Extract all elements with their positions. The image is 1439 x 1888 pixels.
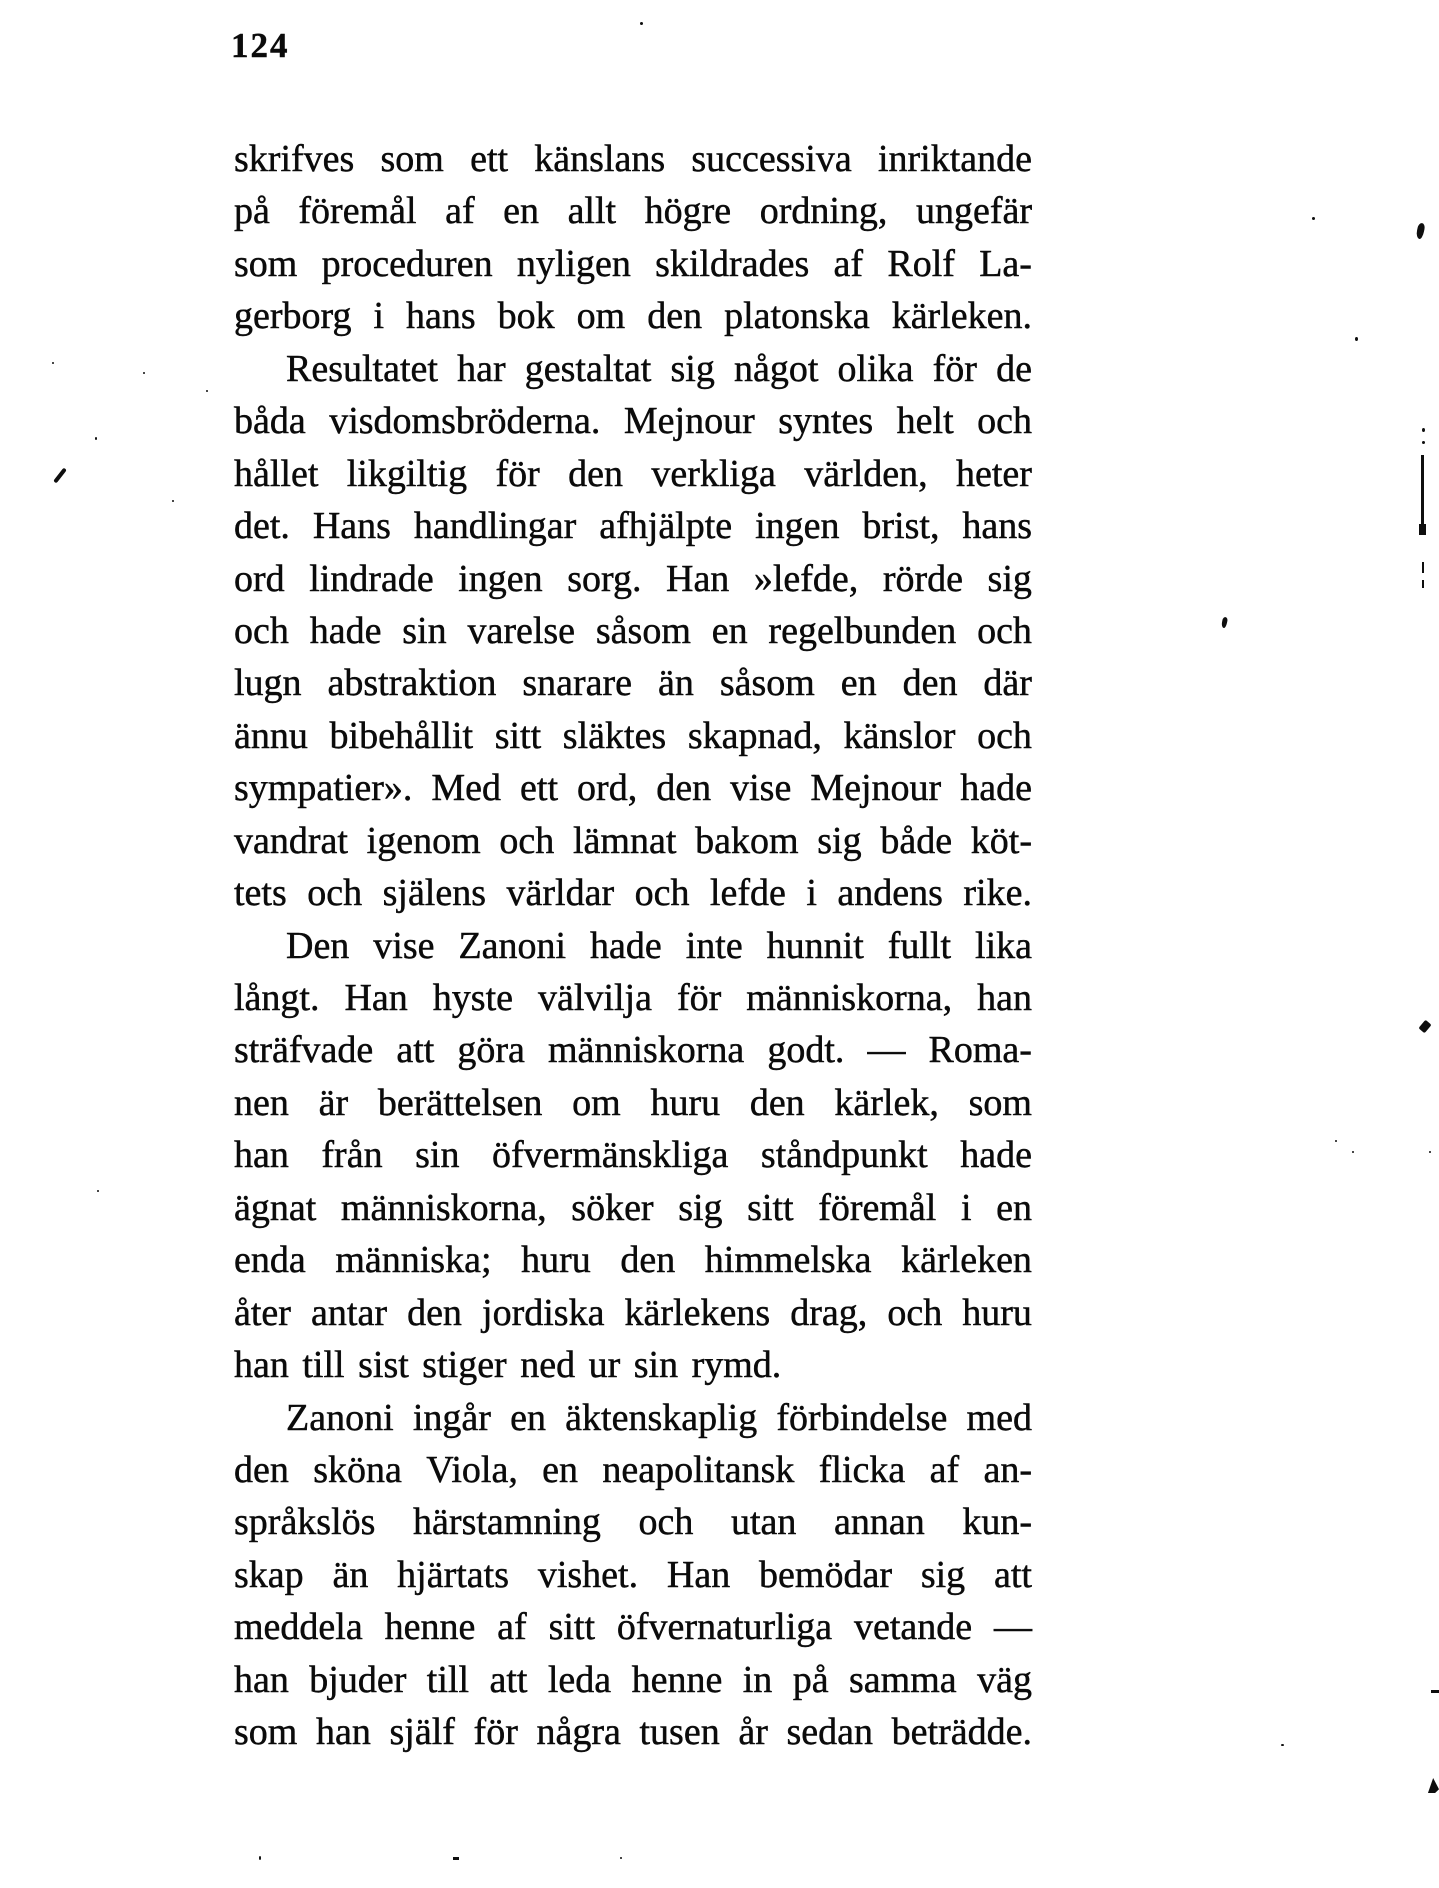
word: söker: [571, 1186, 654, 1229]
scan-speck: [172, 500, 174, 502]
word: världen,: [804, 452, 928, 495]
word: platonska: [724, 295, 870, 338]
page-number: 124: [231, 26, 290, 65]
word: huru: [521, 1239, 591, 1282]
word: henne: [631, 1658, 723, 1701]
word: göra: [457, 1029, 525, 1072]
text-line: [234, 290, 1032, 342]
word: sympatier».: [234, 767, 413, 810]
word: ord,: [577, 767, 638, 810]
word: Hans: [312, 505, 391, 548]
word: en: [510, 1396, 546, 1439]
text-line: [234, 1024, 1032, 1076]
word: kun-: [962, 1501, 1032, 1544]
word: skildrades: [655, 242, 810, 285]
word: föremål: [298, 190, 417, 233]
word: välvilja: [538, 977, 652, 1019]
word: känslor: [843, 714, 956, 757]
word: kärleken: [901, 1239, 1032, 1282]
word: hans: [962, 505, 1032, 548]
text-line: [234, 972, 1032, 1024]
word: härstamning: [413, 1501, 601, 1544]
text-block: [234, 133, 1032, 1759]
word: högre: [644, 190, 732, 233]
word: lämnat: [572, 819, 677, 862]
word: berättelsen: [377, 1081, 543, 1124]
scan-line-artifact: [1422, 562, 1424, 573]
word: i: [960, 1186, 972, 1229]
word: bakom: [695, 819, 799, 862]
word: släktes: [562, 714, 667, 757]
word: hyste: [432, 977, 514, 1019]
word: båda: [234, 400, 306, 443]
scan-speck: [1352, 1151, 1354, 1153]
word: än: [332, 1553, 369, 1596]
scan-speck: [453, 1857, 459, 1860]
word: ståndpunkt: [760, 1134, 928, 1177]
word: de: [996, 347, 1032, 390]
word: själf: [389, 1711, 455, 1754]
word: öfvernaturliga: [616, 1606, 833, 1649]
word: abstraktion: [327, 662, 497, 705]
word: människorna,: [746, 977, 953, 1019]
text-line: [234, 657, 1032, 709]
word: ordning,: [759, 190, 888, 233]
scan-speck: [620, 1857, 622, 1859]
word: för: [676, 977, 722, 1019]
scan-speck: [1312, 217, 1315, 220]
scan-speck: [1429, 1151, 1431, 1153]
word: meddela: [234, 1606, 363, 1649]
word: ingen: [755, 505, 840, 548]
word: sköna: [313, 1448, 402, 1491]
text-line: [234, 1234, 1032, 1286]
word: sitt: [747, 1186, 794, 1229]
word: hans: [406, 295, 476, 338]
word: Zanoni: [286, 1396, 394, 1439]
word: vishet.: [537, 1553, 639, 1596]
text-line: [234, 1444, 1032, 1496]
scan-line-artifact: [1422, 580, 1424, 588]
word: som: [234, 1711, 298, 1754]
word: Han: [344, 977, 408, 1019]
word: sitt: [548, 1606, 596, 1649]
word: språkslös: [234, 1501, 376, 1544]
word: andens: [837, 872, 943, 915]
word: det.: [234, 505, 290, 548]
word: Han: [666, 1553, 731, 1596]
scan-speck: [1426, 1778, 1439, 1793]
word: ägnat: [234, 1186, 317, 1229]
word: ett: [520, 767, 559, 810]
word: samma: [849, 1658, 957, 1701]
word: och: [977, 609, 1032, 652]
word: och: [499, 819, 555, 862]
word: med: [966, 1396, 1032, 1439]
word: af: [833, 242, 864, 285]
text-line: [234, 1496, 1032, 1548]
word: och: [977, 714, 1032, 757]
word: den: [234, 1448, 289, 1491]
text-line: [234, 920, 1032, 972]
word: öfvermänskliga: [492, 1134, 729, 1177]
scan-speck: [1335, 1140, 1337, 1142]
word: köt-: [970, 819, 1032, 862]
word: vetande: [853, 1606, 973, 1649]
text-line: [234, 1392, 1032, 1444]
word: verkliga: [651, 452, 776, 495]
word: igenom: [366, 819, 481, 862]
word: himmelska: [704, 1239, 872, 1282]
word: en: [503, 190, 540, 233]
word: an-: [983, 1448, 1032, 1491]
word: Roma-: [928, 1029, 1032, 1072]
word: gestaltat: [524, 347, 652, 390]
word: utan: [730, 1501, 797, 1544]
word: för: [495, 452, 540, 495]
word: »lefde,: [753, 557, 859, 600]
text-line: [234, 238, 1032, 290]
word: och: [977, 400, 1032, 443]
word: år: [738, 1711, 768, 1754]
word: han: [234, 1134, 289, 1177]
word: tusen: [639, 1711, 720, 1754]
word: likgiltig: [346, 452, 468, 495]
word: af: [445, 190, 475, 233]
word: successiva: [691, 138, 852, 180]
word: Mejnour: [623, 400, 755, 443]
word: brist,: [862, 505, 940, 548]
word: att: [489, 1658, 528, 1701]
word: sträfvade: [234, 1029, 374, 1072]
word: själens: [382, 872, 487, 915]
word: att: [396, 1029, 435, 1072]
word: där: [983, 662, 1032, 705]
word: sig: [670, 347, 715, 390]
word: hunnit: [766, 924, 864, 967]
scan-speck: [1418, 1020, 1431, 1034]
word: han: [315, 1711, 371, 1754]
word: vise: [373, 924, 435, 967]
word: nen: [234, 1081, 289, 1124]
word: hade: [960, 767, 1032, 810]
word: Med: [431, 767, 502, 810]
word: sedan: [786, 1711, 874, 1754]
text-line: [234, 867, 1032, 919]
word: kärleken.: [891, 295, 1032, 338]
word: äktenskaplig: [565, 1396, 758, 1439]
scan-speck: [640, 22, 643, 25]
word: ingår: [412, 1396, 491, 1439]
word: lefde: [709, 872, 786, 915]
word: en: [996, 1186, 1032, 1229]
word: bemödar: [759, 1553, 892, 1596]
word: den: [647, 295, 703, 338]
word: inte: [685, 924, 743, 967]
word: har: [457, 347, 506, 390]
word: såsom: [595, 609, 691, 652]
word: rörde: [882, 557, 964, 600]
scan-speck: [1422, 441, 1425, 444]
word: sin: [415, 1134, 460, 1177]
scan-line-artifact: [1421, 455, 1424, 533]
text-line: [234, 1601, 1032, 1653]
word: flicka: [818, 1448, 906, 1491]
word: för: [932, 347, 977, 390]
word: bibehållit: [329, 714, 474, 757]
text-line: [234, 1077, 1032, 1129]
word: än: [657, 662, 694, 705]
word: han: [977, 977, 1032, 1019]
word: känslans: [534, 138, 666, 180]
word: varelse: [467, 609, 576, 652]
word: skap: [234, 1553, 304, 1596]
word: jordiska: [482, 1291, 605, 1334]
word: den: [568, 452, 623, 495]
word: lika: [975, 924, 1032, 967]
word: allt: [567, 190, 617, 233]
word: och: [307, 872, 363, 915]
word: ett: [470, 138, 509, 180]
word: kärlek,: [834, 1081, 939, 1124]
text-line: [234, 185, 1032, 237]
word: Den: [286, 924, 350, 967]
word: leda: [547, 1658, 612, 1701]
word: in: [742, 1658, 773, 1701]
word: hållet: [234, 452, 319, 495]
word: —: [994, 1606, 1032, 1649]
word: Resultatet: [286, 347, 438, 390]
word: som: [234, 242, 298, 285]
word: Mejnour: [810, 767, 942, 810]
word: om: [576, 295, 626, 338]
word: ungefär: [915, 190, 1032, 233]
word: ingen: [458, 557, 543, 600]
text-line: [234, 500, 1032, 552]
word: och: [634, 872, 690, 915]
text-line: [234, 815, 1032, 867]
word: förbindelse: [776, 1396, 948, 1439]
text-line: [234, 1706, 1032, 1758]
scan-speck: [206, 390, 208, 392]
word: något: [733, 347, 819, 390]
word: drag,: [790, 1291, 868, 1334]
word: olika: [837, 347, 914, 390]
word: föremål: [818, 1186, 937, 1229]
word: och: [234, 609, 289, 652]
scan-speck: [259, 1856, 261, 1860]
word: den: [749, 1081, 805, 1124]
word: enda: [234, 1239, 306, 1282]
word: han: [234, 1658, 289, 1701]
scan-speck: [95, 437, 97, 440]
word: till: [426, 1658, 470, 1701]
word: människorna,: [340, 1186, 547, 1229]
word: snarare: [522, 662, 633, 705]
word: Rolf: [887, 242, 955, 285]
word: en: [542, 1448, 579, 1491]
word: huru: [962, 1291, 1032, 1334]
word: lugn: [234, 662, 302, 705]
word: den: [902, 662, 958, 705]
word: gerborg: [234, 295, 352, 338]
word: bok: [497, 295, 555, 338]
word: inriktande: [877, 138, 1032, 180]
word: beträdde.: [891, 1711, 1032, 1754]
word: som: [968, 1081, 1032, 1124]
word: världar: [506, 872, 615, 915]
word: ord: [234, 557, 285, 600]
word: såsom: [719, 662, 815, 705]
word: långt.: [234, 977, 320, 1019]
word: kärlekens: [624, 1291, 771, 1334]
scan-speck: [53, 468, 67, 484]
word: henne: [384, 1606, 476, 1649]
word: människa;: [335, 1239, 492, 1282]
word: sin: [402, 609, 447, 652]
scan-speck: [1281, 1744, 1284, 1746]
word: nyligen: [516, 242, 631, 285]
scan-speck: [52, 362, 54, 364]
word: afhjälpte: [599, 505, 733, 548]
scan-speck: [97, 1190, 99, 1192]
word: bjuder: [309, 1658, 407, 1701]
word: är: [318, 1081, 349, 1124]
word: af: [497, 1606, 527, 1649]
word: tets: [234, 872, 287, 915]
scan-speck: [143, 372, 145, 374]
word: antar: [311, 1291, 387, 1334]
scan-speck: [1422, 428, 1425, 432]
text-line: [234, 710, 1032, 762]
word: sitt: [494, 714, 542, 757]
word: handlingar: [413, 505, 577, 548]
word: Han: [666, 557, 730, 600]
word: skapnad,: [687, 714, 822, 757]
word: sig: [817, 819, 862, 862]
word: Viola,: [426, 1448, 518, 1491]
scan-speck: [1415, 222, 1425, 239]
text-line: [234, 605, 1032, 657]
word: helt: [896, 400, 954, 443]
word: om: [572, 1081, 621, 1124]
word: i: [373, 295, 385, 338]
text-line: [234, 553, 1032, 605]
word: att: [993, 1553, 1032, 1596]
text-line: [234, 343, 1032, 395]
word: vandrat: [234, 819, 348, 862]
word: människorna: [547, 1029, 745, 1072]
text-line: [234, 448, 1032, 500]
word: några: [536, 1711, 621, 1754]
word: vise: [730, 767, 792, 810]
word: den: [407, 1291, 462, 1334]
text-line: [234, 1182, 1032, 1234]
word: regelbunden: [768, 609, 957, 652]
word: hade: [309, 609, 382, 652]
word: från: [321, 1134, 383, 1177]
word: —: [867, 1029, 906, 1072]
word: La-: [979, 242, 1032, 285]
word: fullt: [887, 924, 952, 967]
scan-speck: [1431, 1690, 1439, 1693]
word: på: [792, 1658, 829, 1701]
word: som: [380, 138, 444, 180]
word: en: [840, 662, 877, 705]
word: väg: [977, 1658, 1032, 1701]
word: huru: [650, 1081, 721, 1124]
text-line: [234, 1654, 1032, 1706]
word: hjärtats: [397, 1553, 510, 1596]
scan-speck: [1419, 524, 1426, 535]
word: Zanoni: [458, 924, 567, 967]
word: sorg.: [567, 557, 642, 600]
scan-speck: [1221, 617, 1228, 629]
word: godt.: [767, 1029, 845, 1072]
word: hade: [960, 1134, 1032, 1177]
word: den: [656, 767, 712, 810]
word: sig: [987, 557, 1032, 600]
word: annan: [834, 1501, 925, 1544]
text-line: [234, 395, 1032, 447]
word: skrifves: [234, 138, 355, 180]
text-line: [234, 1549, 1032, 1601]
word: både: [880, 819, 953, 862]
word: en: [711, 609, 748, 652]
word: för: [473, 1711, 518, 1754]
word: den: [620, 1239, 676, 1282]
word: neapolitansk: [602, 1448, 795, 1491]
word: proceduren: [321, 242, 493, 285]
word: syntes: [778, 400, 874, 443]
text-line: [234, 1129, 1032, 1181]
text-line: han till sist stiger ned ur sin rymd.: [234, 1344, 782, 1387]
word: och: [638, 1501, 694, 1544]
word: hade: [590, 924, 662, 967]
text-line: [234, 133, 1032, 185]
word: åter: [234, 1291, 291, 1334]
word: visdomsbröderna.: [329, 400, 601, 443]
word: lindrade: [309, 557, 434, 600]
word: sig: [678, 1186, 723, 1229]
word: af: [929, 1448, 960, 1491]
text-line: [234, 762, 1032, 814]
scan-speck: [1355, 337, 1358, 341]
word: på: [234, 190, 270, 233]
word: rike.: [963, 872, 1032, 915]
word: och: [887, 1291, 943, 1334]
word: heter: [955, 452, 1032, 495]
word: i: [806, 872, 817, 915]
text-line: [234, 1287, 1032, 1339]
word: ännu: [234, 714, 308, 757]
word: sig: [920, 1553, 966, 1596]
